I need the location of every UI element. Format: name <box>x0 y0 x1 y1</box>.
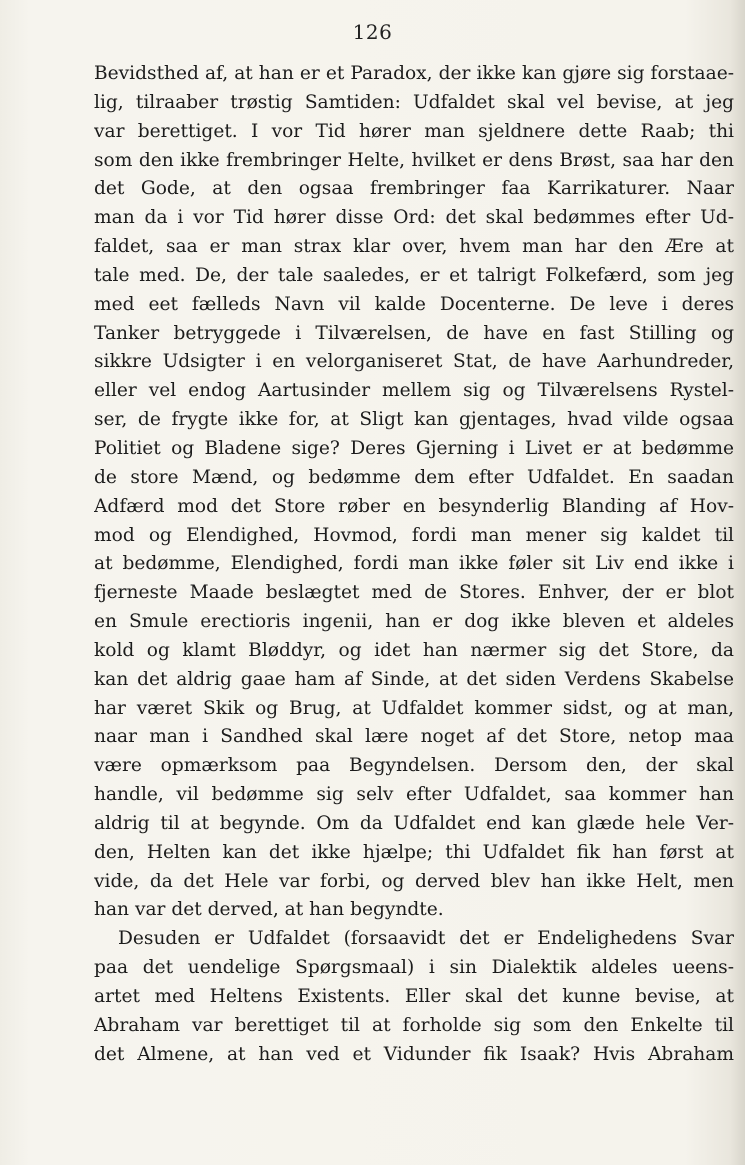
text-line: han var det derved, at han begyndte. <box>94 899 444 921</box>
page-number: 126 <box>352 20 393 44</box>
text-line: eller vel endog Aartusinder mellem sig og Tilværelsens Rystel- <box>94 380 734 402</box>
text-line: med eet fælleds Navn vil kalde Docenterne. De leve i deres <box>94 293 734 315</box>
text-line: som den ikke frembringer Helte, hvilket er dens Brøst, saa har den <box>94 149 734 171</box>
text-line: det Gode, at den ogsaa frembringer faa Karrikaturer. Naar <box>94 178 734 200</box>
text-line: Politiet og Bladene sige? Deres Gjerning i Livet er at bedømme <box>94 437 734 459</box>
text-line: den, Helten kan det ikke hjælpe; thi Udfaldet fik han først at <box>94 841 734 863</box>
text-line: Abraham var berettiget til at forholde sig som den Enkelte til <box>94 1014 734 1036</box>
text-line: faldet, saa er man strax klar over, hvem man har den Ære at <box>94 236 734 258</box>
text-line: en Smule erectioris ingenii, han er dog ikke bleven et aldeles <box>94 611 734 633</box>
text-line: vide, da det Hele var forbi, og derved blev han ikke Helt, men <box>94 870 734 892</box>
text-line: Tanker betryggede i Tilværelsen, de have en fast Stilling og <box>94 322 734 344</box>
text-line: paa det uendelige Spørgsmaal) i sin Dialektik aldeles ueens- <box>94 957 734 979</box>
text-line: Bevidsthed af, at han er et Paradox, der ikke kan gjøre sig forstaae- <box>94 63 734 84</box>
text-line: man da i vor Tid hører disse Ord: det skal bedømmes efter Ud- <box>94 207 734 229</box>
text-line: være opmærksom paa Begyndelsen. Dersom den, der skal <box>94 755 734 777</box>
body-text <box>94 60 734 1070</box>
text-line: sikkre Udsigter i en velorganiseret Stat, de have Aarhundreder, <box>94 351 734 373</box>
text-line: det Almene, at han ved et Vidunder fik Isaak? Hvis Abraham <box>94 1043 734 1065</box>
text-line: Adfærd mod det Store røber en besynderlig Blanding af Hov- <box>94 495 734 517</box>
text-line: fjerneste Maade beslægtet med de Stores. Enhver, der er blot <box>94 582 734 604</box>
text-line: lig, tilraaber trøstig Samtiden: Udfaldet skal vel bevise, at jeg <box>94 91 734 113</box>
text-line: kan det aldrig gaae ham af Sinde, at det siden Verdens Skabelse <box>94 668 734 690</box>
text-line: artet med Heltens Existents. Eller skal det kunne bevise, at <box>94 986 734 1007</box>
text-line: Desuden er Udfaldet (forsaavidt det er Endelighedens Svar <box>118 928 734 950</box>
text-line: naar man i Sandhed skal lære noget af det Store, netop maa <box>94 726 734 748</box>
text-line: mod og Elendighed, Hovmod, fordi man mener sig kaldet til <box>94 524 734 546</box>
text-line: de store Mænd, og bedømme dem efter Udfaldet. En saadan <box>94 466 734 488</box>
text-line: kold og klamt Bløddyr, og idet han nærmer sig det Store, da <box>94 639 734 661</box>
text-line: at bedømme, Elendighed, fordi man ikke føler sit Liv end ikke i <box>94 553 734 575</box>
text-line: var berettiget. I vor Tid hører man sjeldnere dette Raab; thi <box>94 120 734 142</box>
text-line: aldrig til at begynde. Om da Udfaldet end kan glæde hele Ver- <box>94 812 734 834</box>
text-line: tale med. De, der tale saaledes, er et talrigt Folkefærd, som jeg <box>94 264 734 286</box>
text-line: handle, vil bedømme sig selv efter Udfaldet, saa kommer han <box>94 784 734 806</box>
text-line: har været Skik og Brug, at Udfaldet kommer sidst, og at man, <box>94 697 734 719</box>
text-line: ser, de frygte ikke for, at Sligt kan gjentages, hvad vilde ogsaa <box>94 409 734 431</box>
